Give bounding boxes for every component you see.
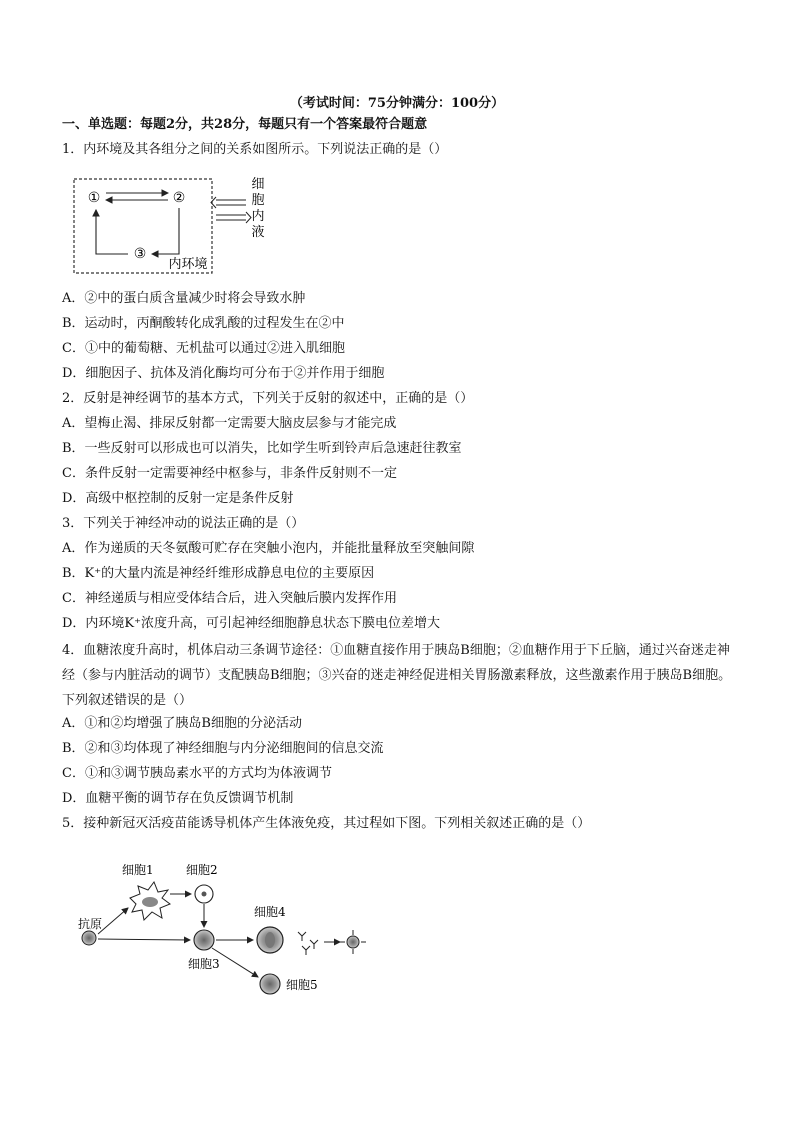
- q4-option-b: B．②和③均体现了神经细胞与内分泌细胞间的信息交流: [62, 741, 384, 756]
- q3-option-b: B．K⁺的大量内流是神经纤维形成静息电位的主要原因: [62, 566, 375, 581]
- arrow-antigen-to-cell3: [98, 939, 190, 940]
- q3-option-a: A．作为递质的天冬氨酸可贮存在突触小泡内，并能批量释放至突触间隙: [62, 541, 475, 556]
- q1-option-a: A．②中的蛋白质含量减少时将会导致水肿: [62, 291, 306, 306]
- cell-fluid-char-4: 液: [251, 225, 265, 240]
- q2-option-c: C．条件反射一定需要神经中枢参与，非条件反射则不一定: [62, 466, 397, 481]
- arrow-3-to-1: [96, 210, 128, 254]
- q2-option-b: B．一些反射可以形成也可以消失，比如学生听到铃声后急速赶往教室: [62, 441, 462, 456]
- node-3: ③: [133, 246, 147, 262]
- cell-5-label: 细胞5: [286, 978, 318, 992]
- q1-option-b: B．运动时，丙酮酸转化成乳酸的过程发生在②中: [62, 316, 345, 331]
- q4-option-d: D．血糖平衡的调节存在负反馈调节机制: [62, 791, 294, 806]
- antigen-icon: [82, 931, 96, 945]
- cell-fluid-char-2: 胞: [251, 193, 265, 208]
- cell-4-label: 细胞4: [254, 905, 286, 919]
- q2-stem: 2．反射是神经调节的基本方式，下列关于反射的叙述中，正确的是（）: [62, 391, 474, 406]
- q1-option-d: D．细胞因子、抗体及消化酶均可分布于②并作用于细胞: [62, 366, 385, 381]
- q4-option-c: C．①和③调节胰岛素水平的方式均为体液调节: [62, 766, 332, 781]
- q1-option-c: C．①中的葡萄糖、无机盐可以通过②进入肌细胞: [62, 341, 345, 356]
- q5-stem: 5．接种新冠灭活疫苗能诱导机体产生体液免疫，其过程如下图。下列相关叙述正确的是（）: [62, 816, 591, 831]
- q3-option-c: C．神经递质与相应受体结合后，进入突触后膜内发挥作用: [62, 591, 397, 606]
- arrow-2-to-3: [152, 208, 179, 254]
- antigen-antibody-complex-icon: [340, 930, 366, 954]
- q1-stem: 1．内环境及其各组分之间的关系如图所示。下列说法正确的是（）: [62, 142, 448, 157]
- node-1: ①: [87, 190, 101, 206]
- section-title: 一、单选题：每题2分，共28分，每题只有一个答案最符合题意: [62, 117, 428, 132]
- cell-3-icon: [194, 930, 214, 950]
- node-2: ②: [172, 190, 186, 206]
- antibody-icons: [298, 932, 318, 955]
- q2-option-a: A．望梅止渴、排尿反射都一定需要大脑皮层参与才能完成: [62, 416, 397, 431]
- inner-environment-label: 内环境: [168, 257, 208, 272]
- q4-option-a: A．①和②均增强了胰岛B细胞的分泌活动: [62, 716, 302, 731]
- q4-stem: 4．血糖浓度升高时，机体启动三条调节途径：①血糖直接作用于胰岛B细胞；②血糖作用于下丘脑，通过兴奋迷走神经（参与内脏活动的调节）支配胰岛B细胞；③兴奋的迷走神经促进相关胃肠激素释放，这些激素作用于胰岛B细胞。下列叙述错误的是（）: [62, 643, 732, 708]
- cell-5-icon: [260, 974, 280, 994]
- arrow-antigen-to-cell1: [98, 908, 128, 934]
- q2-option-d: D．高级中枢控制的反射一定是条件反射: [62, 491, 294, 506]
- exam-time-header: （考试时间：75分钟满分：100分）: [289, 96, 505, 111]
- antigen-label: 抗原: [78, 917, 103, 931]
- cell-fluid-char-1: 细: [251, 177, 265, 192]
- cell-fluid-char-3: 内: [251, 209, 265, 224]
- cell-3-label: 细胞3: [188, 957, 220, 971]
- q3-option-d: D．内环境K⁺浓度升高，可引起神经细胞静息状态下膜电位差增大: [62, 616, 440, 631]
- cell-1-label: 细胞1: [122, 863, 154, 877]
- cell-2-label: 细胞2: [186, 863, 218, 877]
- q5-diagram: [74, 856, 374, 1002]
- q1-diagram: [68, 172, 278, 280]
- q3-stem: 3．下列关于神经冲动的说法正确的是（）: [62, 516, 305, 531]
